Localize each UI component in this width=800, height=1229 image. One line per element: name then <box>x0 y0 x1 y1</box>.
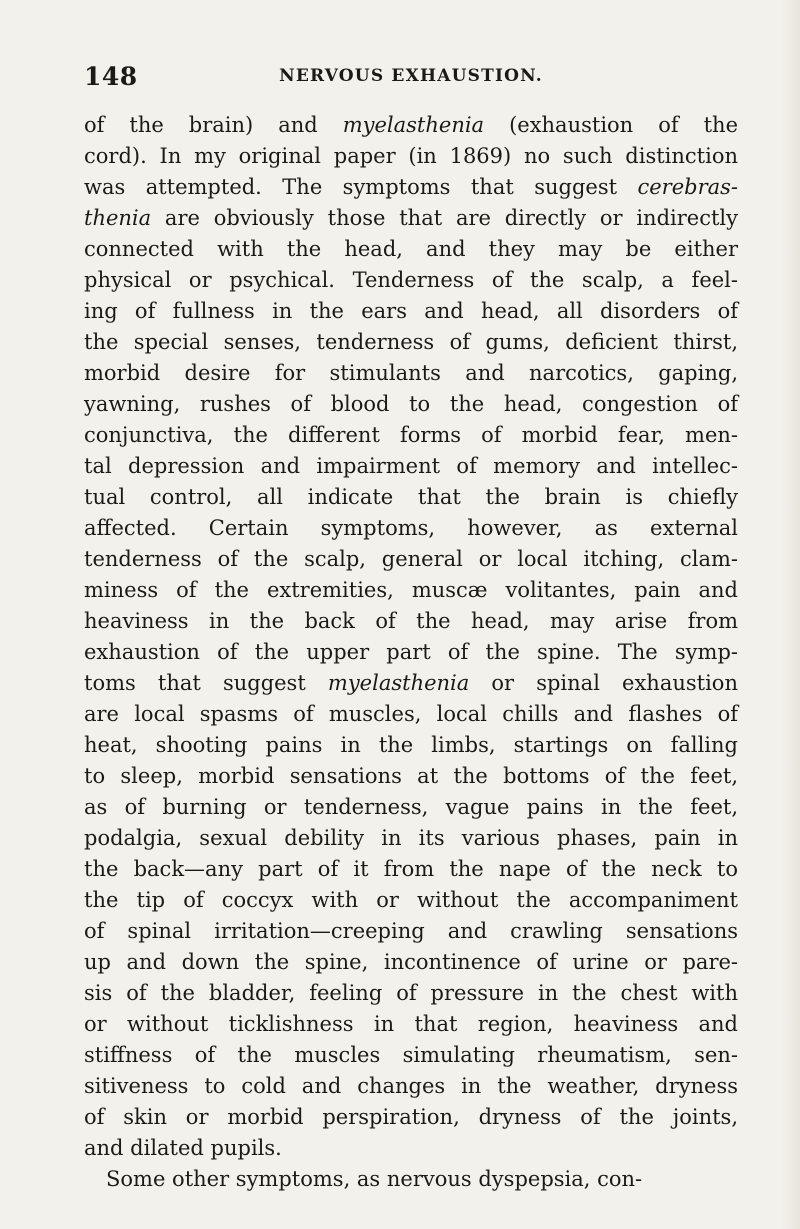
text-segment: affected. Certain symptoms, however, as external <box>84 516 738 540</box>
text-segment: cord). In my original paper (in 1869) no such distinction <box>84 144 738 168</box>
text-line <box>84 358 738 389</box>
text-segment: miness of the extremities, muscæ volitantes, pain and <box>84 578 738 602</box>
text-segment: or without ticklishness in that region, heaviness and <box>84 1012 738 1036</box>
text-line <box>84 637 738 668</box>
text-segment: exhaustion of the upper part of the spine. The symp- <box>84 640 738 664</box>
text-segment: to sleep, morbid sensations at the bottoms of the feet, <box>84 764 738 788</box>
text-line <box>84 110 738 141</box>
text-line <box>84 1164 738 1195</box>
italic-term: myelasthenia <box>327 671 470 695</box>
text-line <box>84 389 738 420</box>
text-line <box>84 141 738 172</box>
italic-term: cerebras- <box>637 175 738 199</box>
text-line <box>84 513 738 544</box>
text-line <box>84 792 738 823</box>
text-line <box>84 172 738 203</box>
text-line <box>84 482 738 513</box>
text-segment: up and down the spine, incontinence of urine or pare- <box>84 950 738 974</box>
text-segment: tenderness of the scalp, general or local itching, clam- <box>84 547 738 571</box>
text-segment: sis of the bladder, feeling of pressure in the chest with <box>84 981 738 1005</box>
text-line <box>84 203 738 234</box>
text-segment: Some other symptoms, as nervous dyspepsia, con- <box>106 1167 643 1191</box>
text-line <box>84 1102 738 1133</box>
text-segment: tual control, all indicate that the brain is chiefly <box>84 485 738 509</box>
text-line <box>84 606 738 637</box>
page-number: 148 <box>84 62 138 91</box>
text-segment: conjunctiva, the different forms of morbid fear, men- <box>84 423 738 447</box>
text-line <box>84 885 738 916</box>
text-line <box>84 699 738 730</box>
text-segment: connected with the head, and they may be either <box>84 237 738 261</box>
text-line <box>84 916 738 947</box>
text-segment: sitiveness to cold and changes in the weather, dryness <box>84 1074 738 1098</box>
text-segment: the special senses, tenderness of gums, deficient thirst, <box>84 330 738 354</box>
text-segment: tal depression and impairment of memory and intellec- <box>84 454 738 478</box>
text-segment: heaviness in the back of the head, may arise from <box>84 609 738 633</box>
text-line <box>84 1133 738 1164</box>
text-line <box>84 1071 738 1102</box>
text-line <box>84 730 738 761</box>
text-line <box>84 823 738 854</box>
text-segment: (exhaustion of the <box>484 113 738 137</box>
text-line <box>84 761 738 792</box>
body-text <box>84 110 738 1195</box>
text-segment: as of burning or tenderness, vague pains in the feet, <box>84 795 738 819</box>
text-segment: physical or psychical. Tenderness of the scalp, a feel- <box>84 268 738 292</box>
text-line <box>84 1009 738 1040</box>
text-segment: are obviously those that are directly or indirectly <box>151 206 738 230</box>
text-segment: or spinal exhaustion <box>469 671 738 695</box>
text-line <box>84 947 738 978</box>
text-line <box>84 575 738 606</box>
text-line <box>84 854 738 885</box>
text-line <box>84 420 738 451</box>
text-segment: the tip of coccyx with or without the accompaniment <box>84 888 738 912</box>
text-line <box>84 265 738 296</box>
italic-term: thenia <box>84 206 152 230</box>
text-segment: are local spasms of muscles, local chills and flashes of <box>84 702 738 726</box>
text-line <box>84 544 738 575</box>
italic-term: myelasthenia <box>342 113 485 137</box>
text-line <box>84 668 738 699</box>
text-segment: heat, shooting pains in the limbs, startings on falling <box>84 733 738 757</box>
text-segment: podalgia, sexual debility in its various phases, pain in <box>84 826 738 850</box>
text-segment: of skin or morbid perspiration, dryness of the joints, <box>84 1105 738 1129</box>
text-line <box>84 978 738 1009</box>
text-segment: ing of fullness in the ears and head, all disorders of <box>84 299 738 323</box>
text-segment: of spinal irritation—creeping and crawling sensations <box>84 919 738 943</box>
text-line <box>84 296 738 327</box>
text-segment: of the brain) and <box>84 113 343 137</box>
text-line <box>84 234 738 265</box>
running-head: NERVOUS EXHAUSTION. <box>279 66 543 86</box>
text-segment: morbid desire for stimulants and narcotics, gaping, <box>84 361 738 385</box>
text-segment: was attempted. The symptoms that suggest <box>84 175 638 199</box>
page-header <box>84 62 738 92</box>
text-segment: and dilated pupils. <box>84 1136 282 1160</box>
text-segment: yawning, rushes of blood to the head, congestion of <box>84 392 738 416</box>
text-segment: toms that suggest <box>84 671 328 695</box>
text-segment: stiffness of the muscles simulating rheumatism, sen- <box>84 1043 738 1067</box>
text-line <box>84 327 738 358</box>
text-line <box>84 451 738 482</box>
text-segment: the back—any part of it from the nape of the neck to <box>84 857 738 881</box>
text-line <box>84 1040 738 1071</box>
